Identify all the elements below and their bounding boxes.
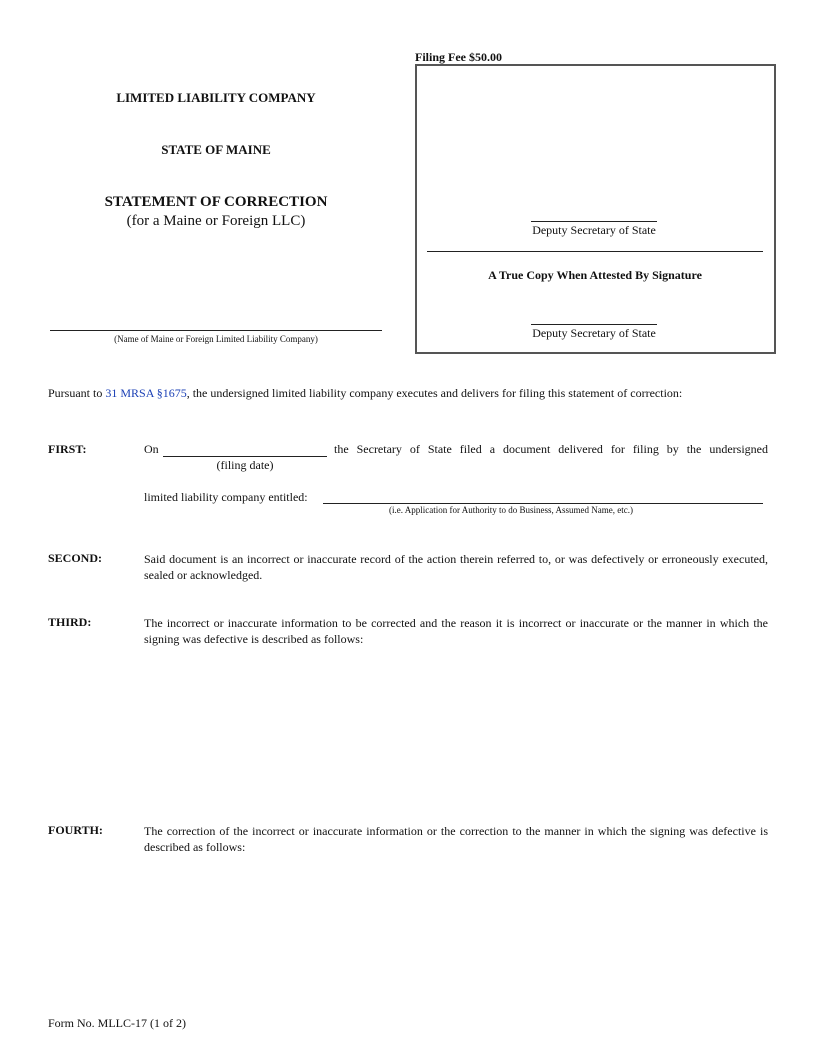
- intro-suffix: , the undersigned limited liability company executes and delivers for filing this statement of correction:: [186, 386, 683, 400]
- filing-date-field[interactable]: [163, 456, 327, 457]
- state-heading: STATE OF MAINE: [161, 142, 271, 157]
- entitled-label: limited liability company entitled:: [144, 490, 308, 504]
- filing-box: [415, 64, 776, 354]
- first-on: On: [144, 442, 159, 456]
- intro-prefix: Pursuant to: [48, 386, 106, 400]
- statute-link[interactable]: 31 MRSA §1675: [105, 386, 187, 400]
- document-title-caption: (i.e. Application for Authority to do Business, Assumed Name, etc.): [389, 505, 633, 515]
- signature-label-2: Deputy Secretary of State: [532, 326, 656, 340]
- intro-text: [48, 386, 682, 401]
- fourth-label: FOURTH:: [48, 823, 103, 837]
- page-subtitle: (for a Maine or Foreign LLC): [126, 213, 306, 229]
- box-divider: [427, 251, 763, 252]
- fourth-text: The correction of the incorrect or inaccurate information or the correction to the manner in which the signing was defective is described as follows:: [144, 824, 768, 854]
- filing-fee: Filing Fee $50.00: [415, 50, 502, 64]
- second-text: Said document is an incorrect or inaccurate record of the action therein referred to, or was defectively or erroneously executed, sealed or acknowledged.: [144, 552, 768, 582]
- third-label: THIRD:: [48, 615, 92, 629]
- second-label: SECOND:: [48, 551, 103, 565]
- llc-name-field[interactable]: [50, 330, 382, 331]
- true-copy-text: A True Copy When Attested By Signature: [488, 268, 702, 282]
- form-number: Form No. MLLC-17 (1 of 2): [48, 1016, 186, 1030]
- document-title-field[interactable]: [323, 503, 763, 504]
- page-title: STATEMENT OF CORRECTION: [104, 194, 328, 210]
- third-text: The incorrect or inaccurate information to be corrected and the reason it is incorrect or inaccurate or the manner in which the signing was defective is described as follows:: [144, 616, 768, 646]
- signature-label-1: Deputy Secretary of State: [532, 223, 656, 237]
- company-type-heading: LIMITED LIABILITY COMPANY: [116, 90, 316, 105]
- first-text: the Secretary of State filed a document delivered for filing by the undersigned: [334, 442, 768, 456]
- llc-name-caption: (Name of Maine or Foreign Limited Liability Company): [114, 334, 318, 344]
- signature-line-2: [531, 324, 657, 325]
- signature-line-1: [531, 221, 657, 222]
- first-label: FIRST:: [48, 442, 87, 456]
- filing-date-caption: (filing date): [216, 458, 274, 472]
